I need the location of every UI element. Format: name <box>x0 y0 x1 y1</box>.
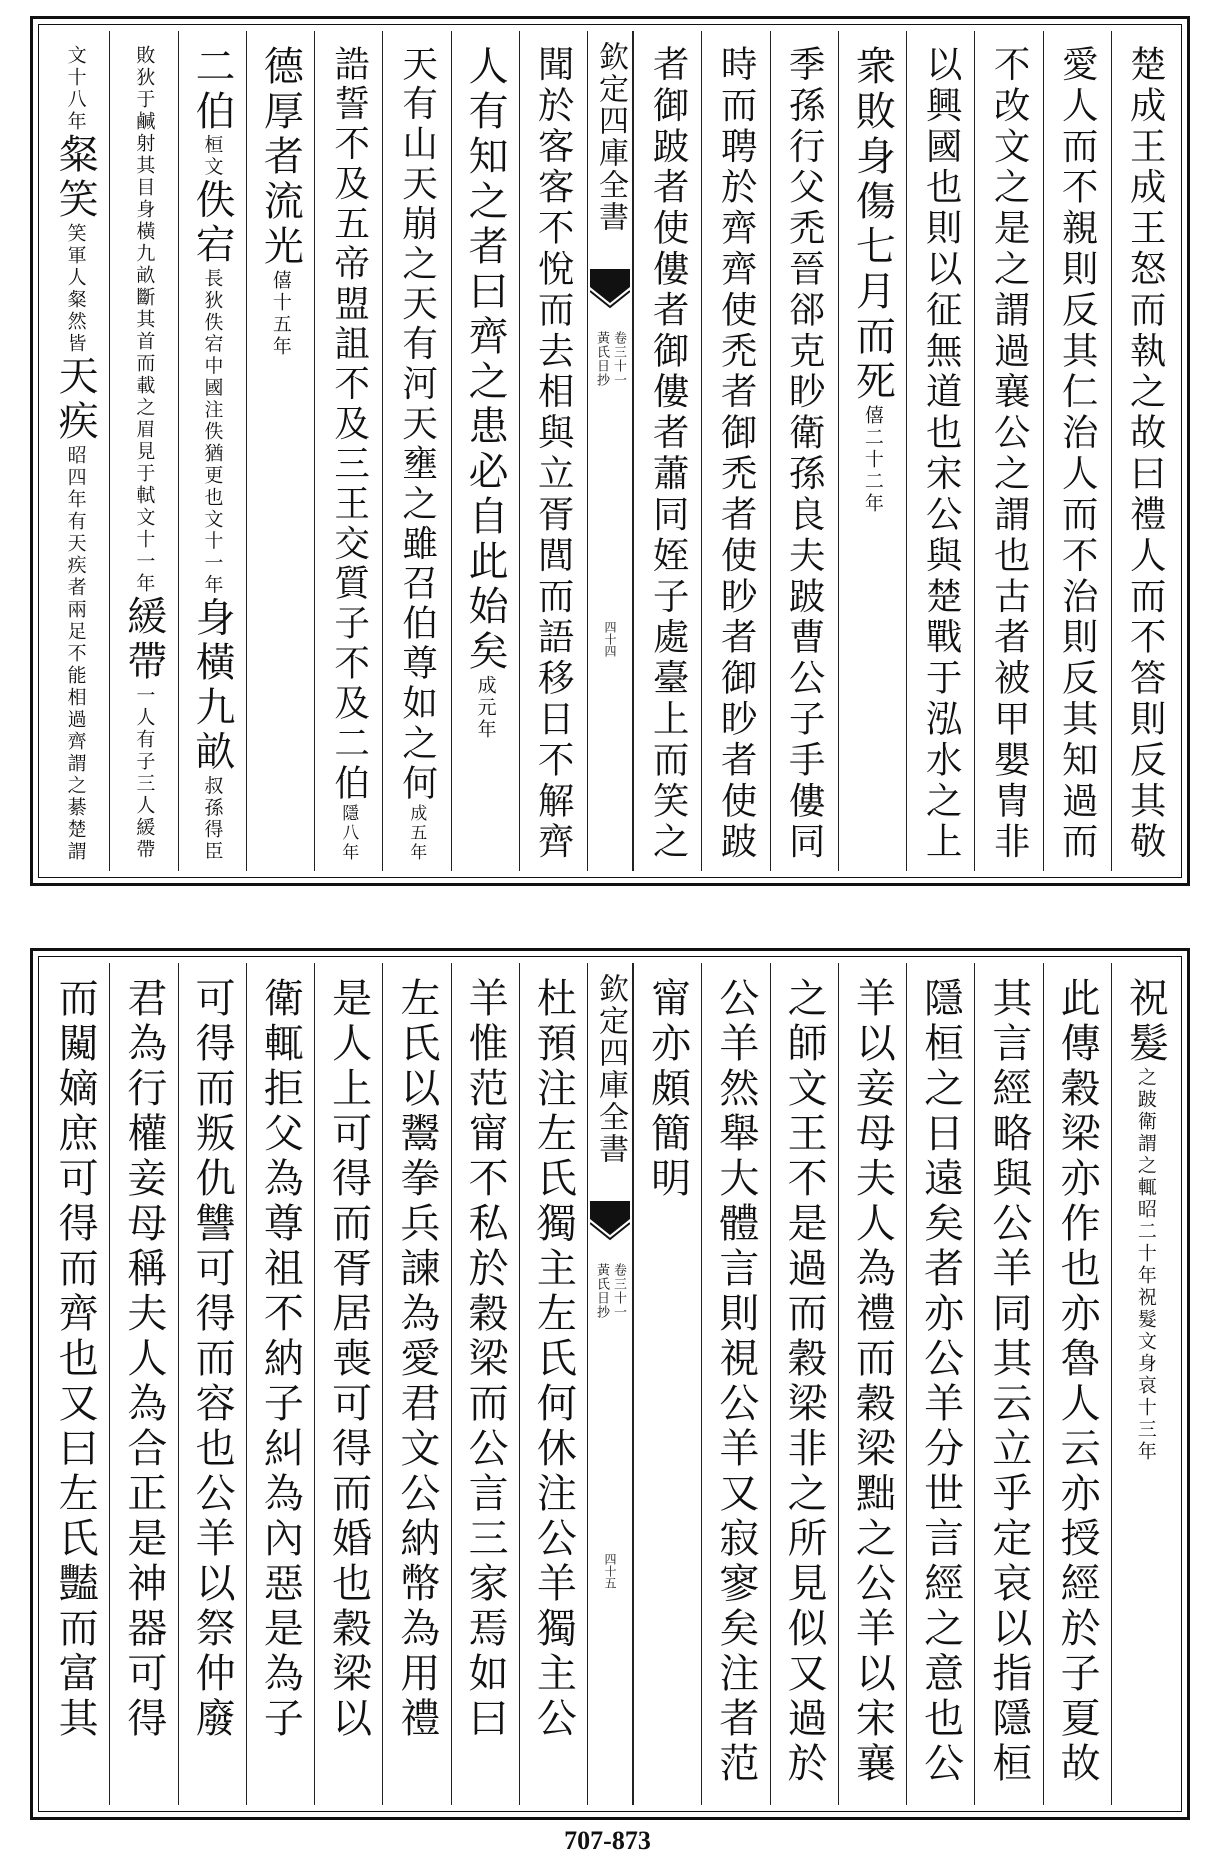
column-flow <box>462 977 509 1797</box>
main-text: 季孫行父禿晉郤克眇衛孫良夫跛曹公子手僂同 <box>783 45 826 864</box>
main-text: 誥誓不及五帝盟詛不及三王交質子不及二伯 <box>328 45 370 805</box>
annotation <box>476 675 495 741</box>
annotation-text: 叔孫得臣 <box>201 775 224 863</box>
annotation <box>407 804 428 863</box>
annotation-text: 成五年 <box>407 804 428 863</box>
column-content <box>452 45 519 863</box>
text-column <box>519 31 587 871</box>
column-content <box>110 45 177 863</box>
main-text: 人有知之者曰齊之患必自此始矣 <box>462 45 509 675</box>
column-flow <box>714 45 757 864</box>
annotation <box>66 223 85 355</box>
column-flow <box>328 45 370 863</box>
column-content <box>452 977 519 1797</box>
annotation-text: 隱八年 <box>339 804 359 863</box>
main-text: 而闚嫡庶可得而齊也又曰左氏豔而富其 <box>52 977 99 1742</box>
column-flow <box>462 45 509 863</box>
main-text: 此傳穀梁亦作也亦魯人云亦授經於子夏故 <box>1054 977 1101 1787</box>
column-flow <box>257 977 304 1797</box>
text-column <box>974 31 1042 871</box>
annotation-text: 昭二十年 <box>1134 1199 1157 1287</box>
annotation-text: 文十一年 <box>201 508 224 597</box>
annotation <box>203 268 222 509</box>
main-text: 隱桓之日遠矣者亦公羊分世言經之意也公 <box>917 977 964 1787</box>
text-column <box>701 31 769 871</box>
main-text: 時而聘於齊齊使禿者御禿者使眇者御眇者使跛 <box>714 45 757 864</box>
main-text: 聞於客客不悅而去相與立胥閭而語移日不解齊 <box>532 45 575 864</box>
column-content <box>247 977 314 1797</box>
annotation <box>66 45 85 133</box>
column-content <box>771 977 838 1797</box>
annotation <box>1136 1067 1155 1199</box>
annotation-text: 祝髮文身哀十三年 <box>1134 1287 1157 1463</box>
column-flow <box>987 45 1030 864</box>
column-content <box>1112 977 1179 1797</box>
text-column <box>246 963 314 1805</box>
column-flow <box>396 45 438 863</box>
main-text: 甯亦頗簡明 <box>644 977 691 1202</box>
column-content <box>975 977 1042 1797</box>
text-column <box>770 31 838 871</box>
fold-meta <box>588 331 632 387</box>
text-column <box>382 31 450 871</box>
text-column <box>838 31 906 871</box>
text-column <box>451 31 519 871</box>
text-column <box>974 963 1042 1805</box>
main-text: 可得而叛仇讐可得而容也公羊以祭仲廢 <box>189 977 236 1742</box>
main-text: 衛輒拒父為尊祖不納子糾為內惡是為子 <box>257 977 304 1742</box>
column-content <box>1044 977 1111 1797</box>
column-content <box>771 45 838 863</box>
annotation-text: 昭四年 <box>64 445 87 511</box>
main-text: 杜預注左氏獨主左氏何休注公羊獨主公 <box>530 977 577 1742</box>
page-number-text: 四十五 <box>603 1553 617 1589</box>
text-column <box>838 963 906 1805</box>
main-text: 左氏以鬻拳兵諫為愛君文公納幣為用禮 <box>393 977 440 1742</box>
text-column <box>701 963 769 1805</box>
book-title: 黃氏日抄 <box>594 1263 609 1319</box>
column-content <box>41 45 109 863</box>
column-content <box>315 45 382 863</box>
annotation-text: 僖二十二年 <box>861 405 884 515</box>
page-number <box>588 1553 632 1589</box>
column-flow <box>644 977 691 1797</box>
column-content <box>634 45 701 863</box>
main-text: 不改文之是之謂過襄公之謂也古者被甲嬰冑非 <box>987 45 1030 864</box>
fish-tail-icon <box>590 269 630 309</box>
annotation <box>66 511 85 863</box>
column-content <box>907 977 974 1797</box>
column-content <box>315 977 382 1797</box>
column-content <box>839 977 906 1797</box>
column-content <box>179 977 246 1797</box>
column-flow <box>919 45 962 864</box>
fold-title: 欽定四庫全書 <box>593 973 628 1165</box>
column-flow <box>1124 45 1167 864</box>
column-flow <box>325 977 372 1797</box>
text-column <box>382 963 450 1805</box>
text-column <box>633 31 701 871</box>
main-text: 天疾 <box>52 355 99 445</box>
column-content <box>702 977 769 1797</box>
column-flow <box>1056 45 1099 864</box>
column-content <box>839 45 906 863</box>
page-number-text: 四十四 <box>603 621 617 657</box>
column-flow <box>532 45 575 864</box>
column-flow <box>189 45 236 863</box>
center-fold-strip <box>587 963 633 1805</box>
main-text: 粲笑 <box>52 133 99 223</box>
column-flow <box>1054 977 1101 1797</box>
annotation <box>133 507 156 595</box>
text-column <box>633 963 701 1805</box>
column-flow <box>917 977 964 1797</box>
annotation-text: 敗狄于鹹射其目身橫九畝斷其首而載之眉見于軾 <box>133 45 156 507</box>
column-flow <box>712 977 759 1797</box>
fold-title-block <box>588 41 632 233</box>
column-content <box>1044 45 1111 863</box>
text-column <box>1043 963 1111 1805</box>
annotation-text: 有天疾者兩足不能相過齊謂之綦楚謂 <box>64 511 87 863</box>
column-flow <box>189 977 236 1797</box>
annotation <box>203 775 222 863</box>
annotation <box>340 804 357 863</box>
main-text: 羊以妾母夫人為禮而穀梁黜之公羊以宋襄 <box>849 977 896 1787</box>
text-column <box>246 31 314 871</box>
column-flow <box>52 977 99 1797</box>
top-page-frame <box>30 16 1190 886</box>
main-text: 羊惟范甯不私於穀梁而公言三家焉如曰 <box>462 977 509 1742</box>
column-flow <box>849 977 896 1797</box>
annotation-text: 長狄佚宕中國注佚猶更也 <box>201 267 224 509</box>
text-column <box>314 963 382 1805</box>
annotation <box>203 509 222 597</box>
column-content <box>41 977 109 1797</box>
column-flow <box>120 977 167 1797</box>
main-text: 公羊然舉大體言則視公羊又寂寥矣注者范 <box>712 977 759 1787</box>
column-flow <box>52 45 99 863</box>
annotation-text: 僖十五年 <box>269 270 292 358</box>
column-flow <box>393 977 440 1797</box>
fold-meta <box>588 1263 632 1319</box>
column-flow <box>783 45 826 864</box>
annotation-text: 笑軍人粲然皆 <box>64 223 87 355</box>
column-flow <box>257 45 304 863</box>
annotation <box>203 135 222 179</box>
column-flow <box>985 977 1032 1797</box>
column-content <box>520 45 587 863</box>
main-text: 是人上可得而胥居喪可得而婚也穀梁以 <box>325 977 372 1742</box>
column-flow <box>781 977 828 1797</box>
text-column <box>178 31 246 871</box>
text-column <box>906 963 974 1805</box>
annotation <box>66 445 85 511</box>
page-code: 707-873 <box>564 1826 651 1855</box>
center-fold-strip <box>587 31 633 871</box>
annotation <box>1136 1287 1155 1463</box>
column-content <box>247 45 314 863</box>
annotation-text: 成元年 <box>474 675 497 741</box>
column-content <box>110 977 177 1797</box>
column-content <box>975 45 1042 863</box>
main-text: 佚宕 <box>189 178 236 268</box>
main-text: 緩帶 <box>120 595 167 685</box>
annotation-text: 一人有子三人緩帶 <box>133 685 156 861</box>
text-column <box>1111 31 1179 871</box>
main-text: 君為行權妾母稱夫人為合正是神器可得 <box>120 977 167 1742</box>
column-content <box>634 977 701 1797</box>
column-content <box>1112 45 1179 863</box>
annotation <box>133 685 156 861</box>
column-content <box>383 977 450 1797</box>
column-content <box>520 977 587 1797</box>
text-column <box>770 963 838 1805</box>
volume-number: 卷三十一 <box>611 331 626 387</box>
text-column <box>519 963 587 1805</box>
annotation-text: 文十一年 <box>133 507 156 595</box>
book-title: 黃氏日抄 <box>594 331 609 387</box>
text-column <box>314 31 382 871</box>
column-flow <box>849 45 896 863</box>
main-text: 衆敗身傷七月而死 <box>849 45 896 405</box>
column-content <box>907 45 974 863</box>
text-column <box>109 31 177 871</box>
text-column <box>41 963 109 1805</box>
text-column <box>451 963 519 1805</box>
text-column <box>1043 31 1111 871</box>
main-text: 其言經略與公羊同其云立乎定哀以指隱桓 <box>985 977 1032 1787</box>
column-content <box>179 45 246 863</box>
annotation-text: 之跛衛謂之輒 <box>1134 1067 1157 1199</box>
column-flow <box>646 45 689 864</box>
column-flow <box>1122 977 1169 1797</box>
main-text: 天有山天崩之天有河天壅之雖召伯尊如之何 <box>396 45 438 805</box>
annotation <box>271 270 290 358</box>
main-text: 之師文王不是過而穀梁非之所見似又過於 <box>781 977 828 1787</box>
main-text: 楚成王成王怒而執之故曰禮人而不答則反其敬 <box>1124 45 1167 864</box>
volume-number: 卷三十一 <box>611 1263 626 1319</box>
text-column <box>109 963 177 1805</box>
fold-title: 欽定四庫全書 <box>593 41 628 233</box>
bottom-page-frame <box>30 948 1190 1820</box>
page-number <box>588 621 632 657</box>
fish-tail-icon <box>590 1201 630 1241</box>
annotation-text: 文十八年 <box>64 45 87 133</box>
annotation <box>1136 1199 1155 1287</box>
annotation <box>133 45 156 507</box>
column-flow <box>530 977 577 1797</box>
main-text: 者御跛者使僂者御僂者蕭同姪子處臺上而笑之 <box>646 45 689 864</box>
main-text: 二伯 <box>189 45 236 135</box>
column-flow <box>120 45 167 863</box>
text-column <box>906 31 974 871</box>
main-text: 祝髮 <box>1122 977 1169 1067</box>
annotation <box>863 405 882 515</box>
text-column <box>178 963 246 1805</box>
column-content <box>702 45 769 863</box>
fold-title-block <box>588 973 632 1165</box>
main-text: 德厚者流光 <box>257 45 304 270</box>
main-text: 身橫九畝 <box>189 596 236 776</box>
text-column <box>41 31 109 871</box>
main-text: 愛人而不親則反其仁治人而不治則反其知過而 <box>1056 45 1099 864</box>
annotation-text: 桓文 <box>201 134 224 179</box>
main-text: 以興國也則以征無道也宋公與楚戰于泓水之上 <box>919 45 962 864</box>
text-column <box>1111 963 1179 1805</box>
column-content <box>383 45 450 863</box>
